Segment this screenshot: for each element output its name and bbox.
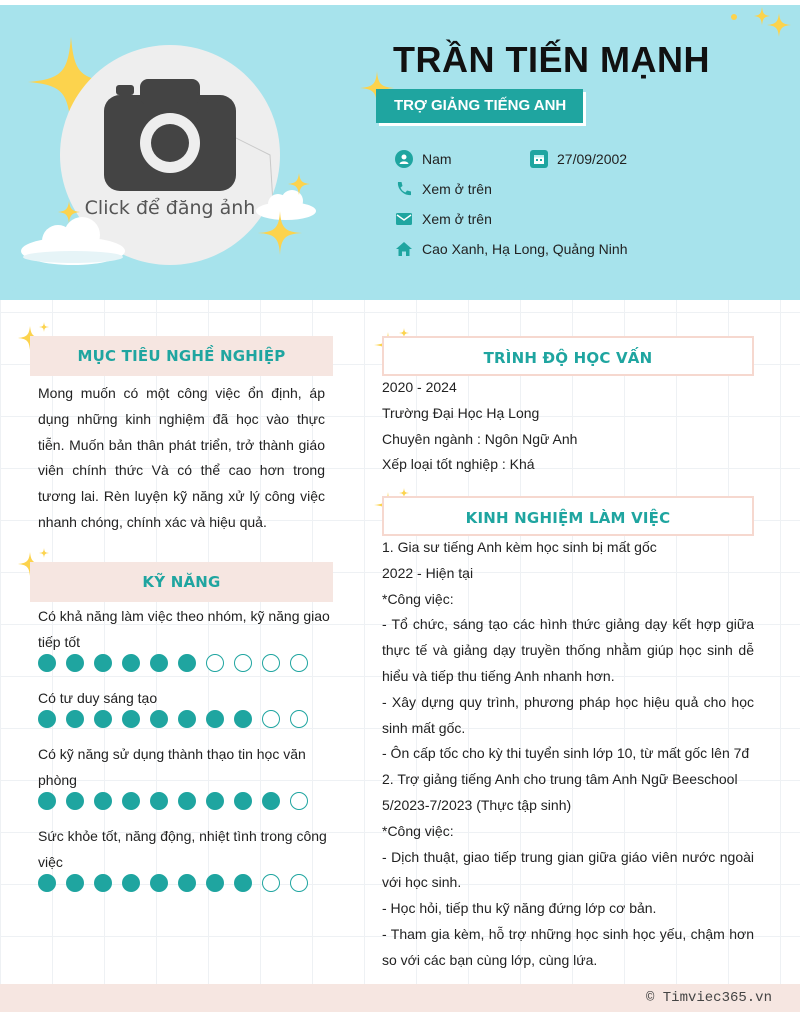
rating-dot-filled: [178, 710, 196, 728]
footer: [0, 984, 800, 1012]
rating-dot-empty: [290, 710, 308, 728]
scalloped-edge-decoration: [0, 268, 800, 308]
rating-dot-empty: [262, 654, 280, 672]
experience-line: 1. Gia sư tiếng Anh kèm học sinh bị mất gốc: [382, 539, 657, 555]
birthday-value: 27/09/2002: [557, 151, 628, 167]
rating-dot-filled: [94, 792, 112, 810]
education-list: [382, 375, 754, 478]
phone-value: Xem ở trên: [422, 181, 492, 197]
objective-heading: MỤC TIÊU NGHỀ NGHIỆP: [30, 336, 333, 376]
skill-rating: [38, 792, 318, 810]
sparkle-icon: [258, 211, 302, 255]
phone-icon: [395, 180, 413, 198]
home-icon: [395, 240, 413, 258]
rating-dot-filled: [94, 874, 112, 892]
skill-label: Có kỹ năng sử dụng thành thạo tin học văn phòng: [38, 746, 306, 788]
rating-dot-filled: [178, 654, 196, 672]
rating-dot-empty: [290, 874, 308, 892]
education-rank: Xếp loại tốt nghiệp : Khá: [382, 456, 535, 473]
rating-dot-filled: [66, 654, 84, 672]
candidate-name: TRẦN TIẾN MẠNH: [393, 39, 710, 80]
gender-value: Nam: [422, 151, 452, 167]
rating-dot-filled: [262, 792, 280, 810]
rating-dot-filled: [234, 792, 252, 810]
rating-dot-filled: [122, 654, 140, 672]
experience-line: - Tổ chức, sáng tạo các hình thức giảng dạy kết hợp giữa thực tế và giảng dạy truyền thống nhằm giúp học sinh dễ hiểu và tiếp thu tiếng Anh nhanh hơn.: [382, 616, 754, 684]
education-school: Trường Đại Học Hạ Long: [382, 404, 540, 421]
mail-icon: [395, 210, 413, 228]
experience-line: 2. Trợ giảng tiếng Anh cho trung tâm Anh Ngữ Beeschool: [382, 771, 738, 788]
gender-row: [395, 150, 452, 168]
experience-line: - Ôn cấp tốc cho kỳ thi tuyển sinh lớp 10, từ mất gốc lên 7đ: [382, 745, 750, 762]
rating-dot-empty: [262, 874, 280, 892]
person-icon: [395, 150, 413, 168]
education-period: 2020 - 2024: [382, 379, 457, 395]
rating-dot-filled: [234, 874, 252, 892]
rating-dot-filled: [66, 874, 84, 892]
rating-dot-filled: [234, 710, 252, 728]
rating-dot-filled: [206, 874, 224, 892]
address-row: [395, 240, 627, 258]
rating-dot-empty: [290, 792, 308, 810]
skill-rating: [38, 654, 318, 672]
rating-dot-empty: [206, 654, 224, 672]
email-value: Xem ở trên: [422, 211, 492, 227]
skill-label: Có tư duy sáng tạo: [38, 690, 158, 706]
experience-line: - Học hỏi, tiếp thu kỹ năng đứng lớp cơ bản.: [382, 900, 657, 917]
skill-rating: [38, 874, 318, 892]
camera-icon: [104, 77, 236, 193]
calendar-icon: [530, 150, 548, 168]
rating-dot-filled: [150, 874, 168, 892]
rating-dot-filled: [38, 654, 56, 672]
rating-dot-empty: [234, 654, 252, 672]
rating-dot-filled: [150, 654, 168, 672]
experience-line: - Tham gia kèm, hỗ trợ những học sinh học yếu, chậm hơn so với các bạn cùng lớp, cùng lứa.: [382, 925, 754, 968]
experience-list: [382, 535, 754, 974]
experience-line: - Dịch thuật, giao tiếp trung gian giữa giáo viên nước ngoài với học sinh.: [382, 848, 754, 891]
rating-dot-filled: [38, 710, 56, 728]
rating-dot-empty: [290, 654, 308, 672]
rating-dot-filled: [94, 654, 112, 672]
rating-dot-filled: [178, 792, 196, 810]
photo-label[interactable]: Click để đăng ảnh: [84, 197, 256, 219]
education-heading: TRÌNH ĐỘ HỌC VẤN: [382, 336, 754, 376]
experience-line: 2022 - Hiện tại: [382, 564, 474, 581]
address-value: Cao Xanh, Hạ Long, Quảng Ninh: [422, 241, 628, 257]
rating-dot-filled: [150, 710, 168, 728]
rating-dot-filled: [122, 710, 140, 728]
education-major: Chuyên ngành : Ngôn Ngữ Anh: [382, 430, 578, 447]
rating-dot-filled: [122, 874, 140, 892]
objective-text: Mong muốn có một công việc ổn định, áp dụng những kinh nghiệm đã học vào thực tiễn. Muốn bản thân phát triển, trở thành giáo viên chính thức Và có thể cao hơn trong tương lai. Rèn luyện kỹ năng xử lý công việc nhanh chóng, chính xác và hiệu quả.: [38, 385, 325, 530]
rating-dot-filled: [122, 792, 140, 810]
skill-label: Sức khỏe tốt, năng động, nhiệt tình trong công việc: [38, 828, 327, 870]
header: [0, 0, 800, 300]
experience-heading: KINH NGHIỆM LÀM VIỆC: [382, 496, 754, 536]
sparkle-icon: [58, 201, 80, 223]
skill-rating: [38, 710, 318, 728]
experience-line: *Công việc:: [382, 822, 454, 839]
skill-label: Có khả năng làm việc theo nhóm, kỹ năng giao tiếp tốt: [38, 608, 330, 650]
rating-dot-filled: [38, 874, 56, 892]
rating-dot-filled: [66, 710, 84, 728]
experience-line: - Xây dựng quy trình, phương pháp học hiệu quả cho học sinh mất gốc.: [382, 693, 754, 736]
sparkle-icon: [288, 173, 310, 195]
copyright[interactable]: © Timviec365.vn: [645, 990, 772, 1006]
rating-dot-filled: [94, 710, 112, 728]
rating-dot-filled: [206, 710, 224, 728]
birthday-row: [530, 150, 627, 168]
sparkle-icon: [724, 7, 794, 41]
rating-dot-empty: [262, 710, 280, 728]
skills-heading: KỸ NĂNG: [30, 562, 333, 602]
phone-row: [395, 180, 492, 198]
experience-line: *Công việc:: [382, 590, 454, 607]
rating-dot-filled: [206, 792, 224, 810]
experience-line: 5/2023-7/2023 (Thực tập sinh): [382, 796, 572, 813]
rating-dot-filled: [150, 792, 168, 810]
rating-dot-filled: [38, 792, 56, 810]
rating-dot-filled: [178, 874, 196, 892]
rating-dot-filled: [66, 792, 84, 810]
job-title-banner: TRỢ GIẢNG TIẾNG ANH: [376, 89, 583, 123]
email-row: [395, 210, 492, 228]
